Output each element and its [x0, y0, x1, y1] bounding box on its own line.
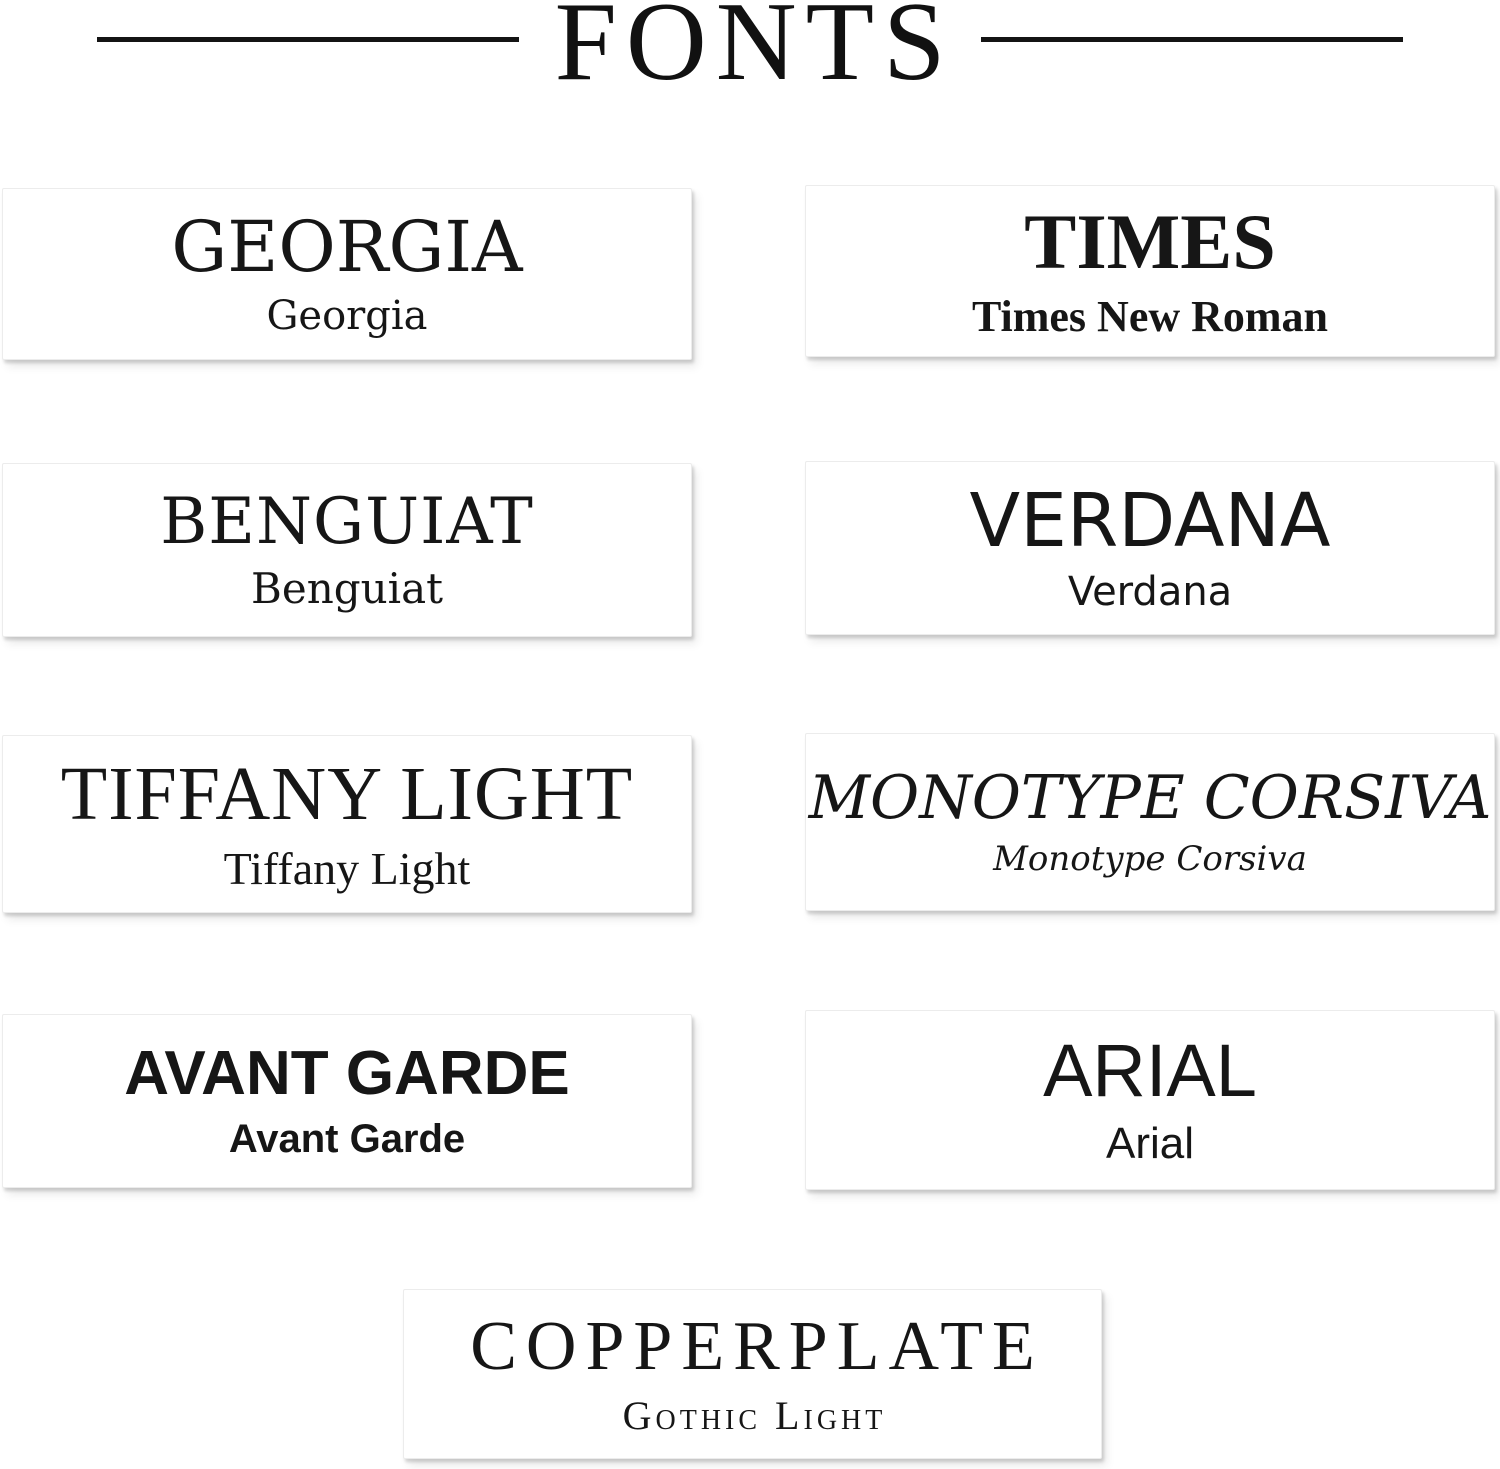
font-display-name: VERDANA — [969, 478, 1331, 564]
font-card-arial — [805, 1010, 1495, 1190]
font-display-name: TIMES — [1024, 198, 1276, 285]
font-display-name: AVANT GARDE — [124, 1039, 570, 1108]
font-subtitle: Verdana — [1067, 569, 1233, 615]
font-card-benguiat — [2, 463, 692, 637]
font-subtitle: Georgia — [266, 293, 428, 339]
font-subtitle: Benguiat — [250, 564, 444, 613]
font-subtitle: Gothic Light — [622, 1393, 887, 1438]
font-display-name: MONOTYPE CORSIVA — [808, 763, 1492, 833]
font-display-name: TIFFANY LIGHT — [60, 752, 634, 836]
font-card-verdana — [805, 461, 1495, 635]
font-subtitle: Monotype Corsiva — [993, 839, 1307, 879]
page-title: FONTS — [554, 0, 955, 104]
font-subtitle: Arial — [1105, 1119, 1195, 1168]
font-subtitle: Tiffany Light — [223, 843, 471, 894]
font-card-tiffany-light — [2, 735, 692, 913]
right-rule-line — [981, 37, 1403, 42]
font-display-name: COPPERPLATE — [470, 1308, 1044, 1385]
font-display-name: GEORGIA — [171, 206, 523, 288]
font-card-monotype-corsiva — [805, 733, 1495, 911]
font-subtitle: Avant Garde — [228, 1117, 466, 1161]
font-card-avant-garde — [2, 1014, 692, 1188]
font-subtitle: Times New Roman — [971, 292, 1329, 341]
font-card-times — [805, 185, 1495, 357]
font-card-copperplate — [403, 1289, 1102, 1459]
font-display-name: ARIAL — [1043, 1029, 1257, 1112]
font-display-name: BENGUIAT — [160, 485, 534, 559]
font-card-georgia — [2, 188, 692, 360]
